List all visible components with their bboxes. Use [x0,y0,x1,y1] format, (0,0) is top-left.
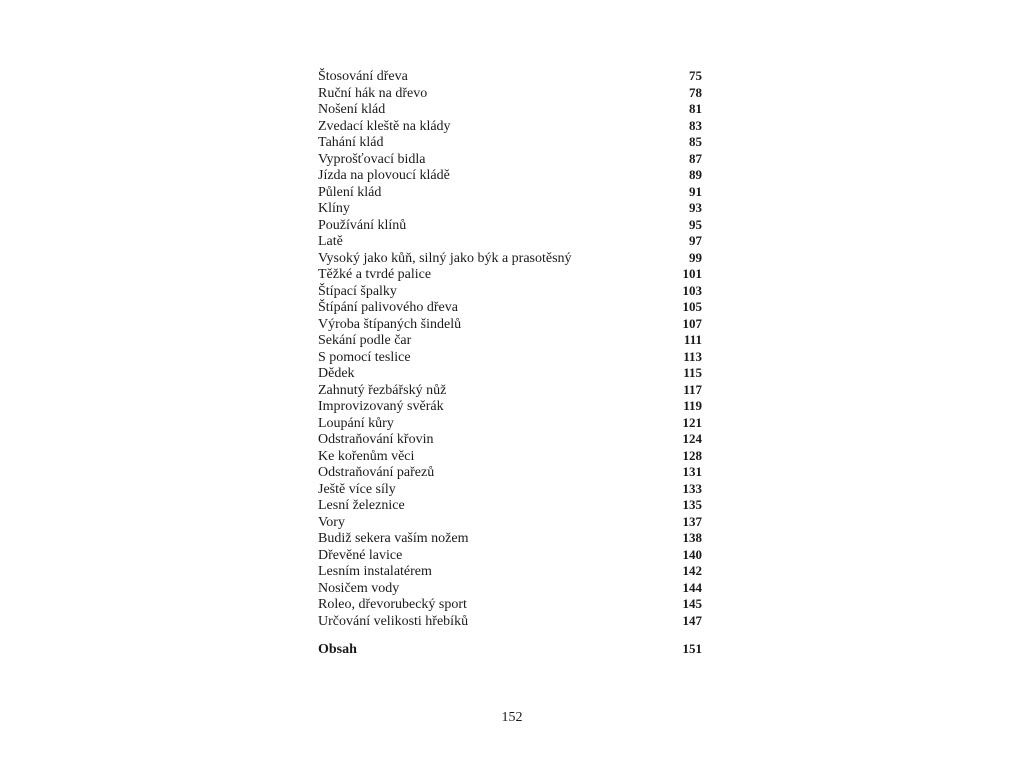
toc-entry-page: 119 [683,398,702,413]
toc-entry[interactable] [318,118,702,135]
toc-entry-title: Budiž sekera vaším nožem [318,531,469,546]
toc-entry[interactable] [318,299,702,316]
toc-entry-title: Lesní železnice [318,498,405,513]
toc-entry-page: 93 [689,200,702,215]
toc-entry-title: Ke kořenům věci [318,448,415,464]
toc-entry[interactable] [318,497,702,514]
toc-entry-title: Latě [318,234,343,249]
toc-entry-title: Tahání klád [318,135,384,150]
toc-entry-page: 113 [683,348,702,364]
toc-entry-title: Výroba štípaných šindelů [318,316,462,332]
toc-entry-page: 75 [689,68,702,83]
toc-entry-title: Nosičem vody [318,580,400,596]
toc-entry-page: 138 [682,530,702,545]
toc-entry-page: 135 [682,497,702,512]
toc-entry-title: Půlení klád [318,184,382,200]
toc-entry-title: Odstraňování pařezů [318,465,435,480]
toc-entry-title: Loupání kůry [318,415,394,431]
toc-entry[interactable] [318,316,702,333]
toc-entries [318,68,702,629]
toc-entry-page: 137 [682,513,702,529]
toc-entry-title: Zahnutý řezbářský nůž [318,382,447,398]
toc-entry-page: 89 [689,167,702,182]
toc-entry[interactable] [318,613,702,630]
toc-entry-title: Vyprošťovací bidla [318,151,426,167]
toc-entry[interactable] [318,283,702,300]
toc-entry-title: Těžké a tvrdé palice [318,267,432,282]
toc-entry-page: 81 [689,101,702,116]
toc-entry-page: 97 [689,233,702,248]
toc-entry[interactable] [318,580,702,597]
toc-entry[interactable] [318,382,702,399]
toc-entry[interactable] [318,563,702,580]
toc-entry-title: Vysoký jako kůň, silný jako býk a prasotěsný [318,250,572,266]
toc-entry-page: 140 [682,546,702,562]
toc-entry-page: 103 [682,282,702,298]
toc-entry-page: 107 [682,315,702,331]
toc-entry[interactable] [318,464,702,481]
toc-entry-title: Používání klínů [318,217,407,233]
toc-entry[interactable] [318,530,702,547]
toc-entry-page: 83 [689,117,702,133]
toc-entry-contents[interactable] [318,641,702,658]
toc-entry-page: 105 [682,299,702,314]
toc-entry[interactable] [318,184,702,201]
toc-entry[interactable] [318,250,702,267]
toc-entry-page: 147 [682,612,702,628]
toc-entry[interactable] [318,448,702,465]
toc-entry-page: 117 [683,381,702,397]
toc-entry[interactable] [318,85,702,102]
toc-entry-title: Jízda na plovoucí kládě [318,168,450,183]
toc-entry[interactable] [318,151,702,168]
toc-entry-page: 133 [682,480,702,496]
toc-entry-title: Obsah [318,642,357,657]
toc-entry[interactable] [318,398,702,415]
toc-entry-page: 151 [682,641,702,656]
toc-entry-title: Dědek [318,366,355,381]
toc-entry-page: 131 [682,464,702,479]
toc-entry-title: Ruční hák na dřevo [318,85,428,101]
toc-entry-page: 145 [682,596,702,611]
toc-entry-page: 101 [682,266,702,281]
toc-entry-page: 121 [682,414,702,430]
toc-entry-title: Štípání palivového dřeva [318,300,458,315]
page-number: 152 [501,710,523,725]
toc-entry[interactable] [318,200,702,217]
toc-entry-title: Ještě více síly [318,481,396,497]
toc-entry-page: 124 [682,431,702,446]
toc-entry-title: Vory [318,514,345,530]
toc-entry[interactable] [318,134,702,151]
toc-entry[interactable] [318,596,702,613]
toc-entry[interactable] [318,217,702,234]
toc-entry-page: 85 [689,134,702,149]
toc-entry-page: 91 [689,183,702,199]
toc-entry[interactable] [318,266,702,283]
toc-entry[interactable] [318,167,702,184]
toc-entry-page: 111 [683,332,702,347]
toc-entry[interactable] [318,547,702,564]
toc-entry[interactable] [318,349,702,366]
toc-entry[interactable] [318,332,702,349]
toc-entry[interactable] [318,415,702,432]
toc-entry-title: Lesním instalatérem [318,564,432,579]
toc-entry-title: Klíny [318,201,350,216]
toc-entry-title: Určování velikosti hřebíků [318,613,469,629]
toc-entry-title: Sekání podle čar [318,333,412,348]
toc-entry-title: Roleo, dřevorubecký sport [318,597,467,612]
toc-entry-page: 99 [689,249,702,265]
toc-entry-title: S pomocí teslice [318,349,411,365]
toc-entry[interactable] [318,233,702,250]
table-of-contents [318,68,702,658]
toc-entry[interactable] [318,481,702,498]
toc-entry-page: 142 [682,563,702,578]
toc-entry-title: Nošení klád [318,102,386,117]
toc-entry-title: Dřevěné lavice [318,547,403,563]
toc-entry-title: Improvizovaný svěrák [318,399,444,414]
toc-entry-page: 144 [682,579,702,595]
toc-entry[interactable] [318,101,702,118]
toc-entry-page: 128 [682,447,702,463]
toc-entry-page: 95 [689,216,702,232]
toc-entry-title: Odstraňování křovin [318,432,434,447]
toc-entry-title: Zvedací kleště na klády [318,118,451,134]
toc-entry-page: 78 [689,84,702,100]
toc-entry-page: 87 [689,150,702,166]
toc-entry-page: 115 [683,365,702,380]
toc-entry[interactable] [318,68,702,85]
toc-entry[interactable] [318,514,702,531]
toc-entry[interactable] [318,365,702,382]
toc-entry-title: Štosování dřeva [318,69,408,84]
toc-entry[interactable] [318,431,702,448]
toc-entry-title: Štípací špalky [318,283,397,299]
